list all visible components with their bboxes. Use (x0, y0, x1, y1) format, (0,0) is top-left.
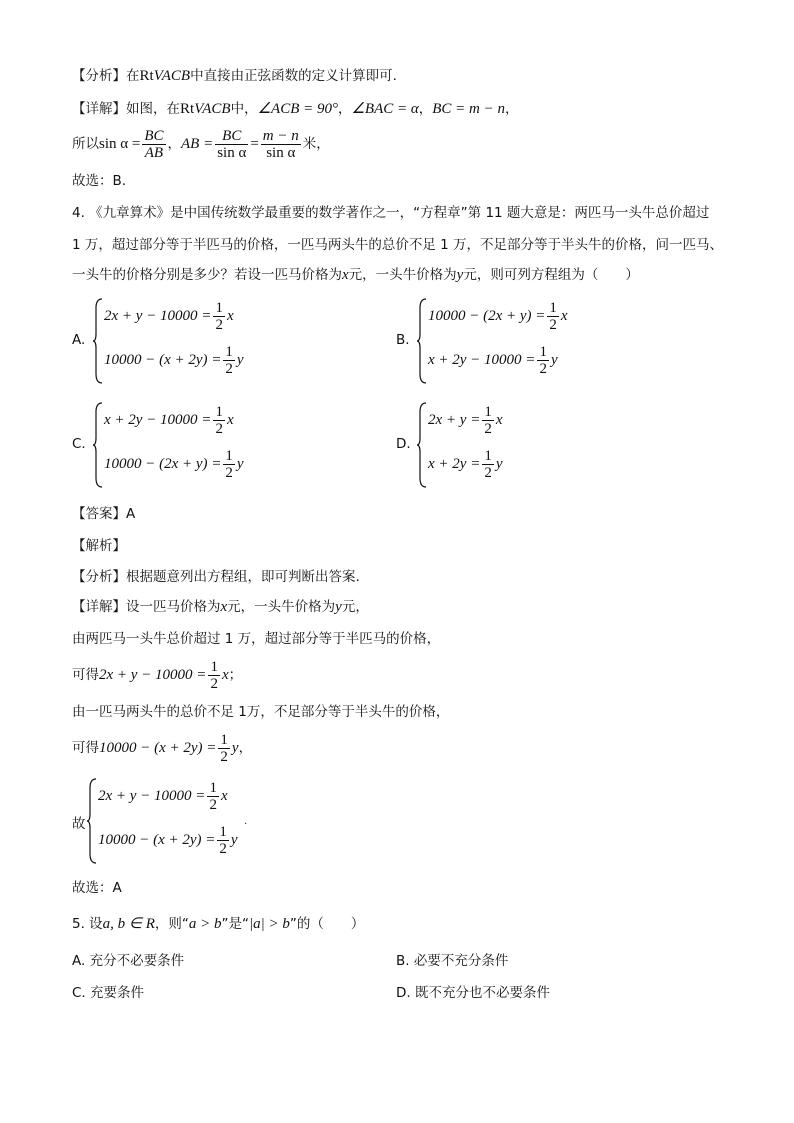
equation-2 (428, 448, 502, 481)
option-text: 充要条件 (90, 985, 145, 1001)
eq-var: y (236, 351, 244, 368)
q4-choose: 故选：A (72, 880, 122, 896)
equation-2 (104, 448, 244, 481)
eq-var: x (495, 411, 503, 428)
eq-var: y (231, 740, 239, 756)
eq-var: x (226, 411, 234, 428)
text: ”的（ ） (289, 916, 365, 932)
brace-icon (86, 778, 98, 864)
eq-var: x (560, 307, 568, 324)
q4-stem-line1: 4. 《九章算术》是中国传统数学最重要的数学著作之一，“方程章”第 11 题大意是：两匹马一头牛总价超过 (72, 205, 710, 221)
option-label: A. (72, 332, 86, 348)
denominator: 2 (220, 748, 228, 765)
var-x: x (342, 267, 349, 283)
prev-analysis-line (72, 67, 397, 85)
rt-symbol: Rt (180, 101, 195, 117)
analysis-tag: 【分析】 (72, 68, 126, 84)
denominator: 2 (210, 675, 218, 692)
option-label: C. (72, 985, 86, 1001)
denominator: 2 (215, 421, 223, 437)
answer-value: A (126, 506, 136, 522)
q4-analysis-line (72, 568, 360, 586)
denominator: 2 (209, 797, 217, 813)
brace-icon (92, 298, 104, 384)
triangle-symbol: VACB (194, 101, 231, 117)
equation: 2x + y − 10000 = (99, 667, 207, 683)
text: ， (238, 740, 253, 756)
answer-tag: 【答案】 (72, 506, 126, 522)
q5-option-d[interactable] (396, 984, 550, 1002)
condition-1: a > b (188, 916, 222, 932)
var-y: y (456, 267, 464, 283)
triangle-symbol: VACB (153, 68, 191, 84)
fraction-half (482, 404, 494, 437)
fraction-half (207, 780, 219, 813)
numerator: 1 (539, 344, 547, 360)
equation-2 (104, 344, 244, 377)
equation: 10000 − (x + 2y) = (99, 740, 217, 756)
fraction-half (218, 732, 230, 765)
eq-left: 2x + y − 10000 = (104, 307, 212, 324)
fraction (215, 128, 248, 161)
fraction-half (213, 404, 225, 437)
sep: ， (167, 136, 181, 152)
bc-length: BC = m − n (432, 101, 506, 117)
denominator: 2 (484, 465, 492, 481)
var-y: y (335, 599, 342, 615)
numerator: 1 (225, 448, 233, 464)
condition-2: |a| > b (249, 916, 290, 932)
numerator: 1 (219, 824, 227, 840)
numerator: BC (144, 127, 164, 144)
eq-left: 10000 − (x + 2y) = (104, 351, 222, 368)
q4-option-a[interactable] (72, 298, 372, 384)
angle-bac: ∠BAC = α (351, 101, 419, 117)
text: ，则“ (154, 916, 189, 932)
eq-left: x + 2y − 10000 = (428, 351, 536, 368)
eq-var: y (236, 455, 244, 472)
numerator: 1 (549, 300, 557, 316)
option-label: B. (396, 332, 410, 348)
option-label: B. (396, 953, 410, 969)
numerator: 1 (215, 300, 223, 316)
equation-2 (98, 824, 238, 857)
equation-1 (428, 300, 568, 333)
fraction (261, 128, 301, 161)
eq-left: 2x + y = (428, 411, 481, 428)
math-vars: a, b ∈ R (102, 916, 155, 932)
q4-step1: 由两匹马一头牛总价超过 1 万，超过部分等于半匹马的价格， (72, 631, 441, 647)
q4-stem-line2: 1 万，超过部分等于半匹马的价格，一匹马两头牛的总价不足 1 万，不足部分等于半头牛的价格，问一匹马、 (72, 237, 724, 253)
denominator: AB (144, 144, 164, 161)
brace-icon (416, 402, 428, 488)
denominator: 2 (225, 465, 233, 481)
eq-left: 10000 − (2x + y) = (104, 455, 222, 472)
sep: ， (418, 101, 433, 117)
text: 设一匹马价格为 (126, 599, 221, 615)
text: ； (228, 667, 243, 683)
numerator: 1 (220, 731, 228, 748)
denominator: 2 (219, 841, 227, 857)
so-text: 故 (72, 816, 86, 832)
text: 元，一头牛价格为 (348, 267, 457, 283)
fraction-half (547, 300, 559, 333)
q5-option-c[interactable] (72, 984, 144, 1002)
option-text: 必要不充分条件 (413, 953, 509, 969)
denominator: 2 (225, 361, 233, 377)
sep: ， (505, 101, 519, 117)
fraction-half (217, 824, 229, 857)
option-text: 既不充分也不必要条件 (414, 985, 550, 1001)
fraction-half (482, 448, 494, 481)
q4-step2 (72, 655, 242, 695)
prev-detail-line (72, 100, 519, 118)
eq-left: 2x + y − 10000 = (98, 787, 206, 804)
equation-1 (98, 780, 228, 813)
var-x: x (220, 599, 228, 615)
analysis-tag: 【分析】 (72, 569, 126, 585)
equation-1 (104, 404, 234, 437)
eq-left: x + 2y − 10000 = (104, 411, 212, 428)
fraction-half (208, 659, 220, 692)
option-label: C. (72, 436, 86, 452)
text: 中直接由正弦函数的定义计算即可. (190, 68, 397, 84)
dot: . (244, 816, 248, 827)
numerator: 1 (225, 344, 233, 360)
text: 可得 (72, 740, 99, 756)
text: ”是“ (221, 916, 250, 932)
q4-solution-tag: 【解析】 (72, 538, 126, 554)
option-label: A. (72, 953, 86, 969)
option-text: 充分不必要条件 (89, 953, 185, 969)
eq-var: x (220, 787, 228, 804)
denominator: 2 (539, 361, 547, 377)
numerator: m − n (262, 127, 299, 144)
numerator: 1 (484, 448, 492, 464)
q4-option-b[interactable] (396, 298, 696, 384)
q4-detail-line (72, 598, 369, 616)
prev-sin-line: 所以sin α = $\frac{BC}{AB}$ ，AB = $\frac{BC}{\text{sin α}}$ = $\frac{m - n}{\text{sin α}}$ 米， (72, 127, 330, 161)
ab-eq: AB = (181, 136, 214, 152)
detail-tag: 【详解】 (72, 599, 126, 615)
denominator: sin α (266, 144, 296, 161)
text: 如图，在 (126, 101, 180, 117)
text: 元，一头牛价格为 (227, 599, 336, 615)
fraction-half (537, 344, 549, 377)
detail-tag: 【详解】 (72, 101, 126, 117)
text: 一头牛的价格分别是多少？若设一匹马价格为 (72, 267, 342, 283)
numerator: 1 (215, 404, 223, 420)
fraction-half (213, 300, 225, 333)
brace-icon (416, 298, 428, 384)
text: 在 (126, 68, 140, 84)
numerator: BC (215, 128, 248, 145)
prev-choose: 故选：B. (72, 173, 127, 189)
denominator: sin α (217, 144, 247, 161)
text: 根据题意列出方程组，即可判断出答案. (126, 569, 360, 585)
rt-symbol: Rt (139, 68, 154, 84)
q4-answer-line (72, 505, 135, 523)
fraction-half (223, 448, 235, 481)
q4-option-c[interactable] (72, 402, 372, 488)
equation-1 (104, 300, 234, 333)
eq-var: x (226, 307, 234, 324)
text: 中， (230, 101, 258, 117)
brace-icon (92, 402, 104, 488)
fraction (142, 128, 165, 161)
denominator: 2 (484, 421, 492, 437)
q5-stem (72, 915, 364, 933)
denominator: 2 (215, 317, 223, 333)
text: 元， (341, 599, 369, 615)
sep: ， (337, 101, 352, 117)
numerator: 1 (210, 658, 218, 675)
option-label: D. (396, 436, 411, 452)
eq-var: y (230, 831, 238, 848)
text: 所以 (72, 136, 99, 152)
eq-var: x (221, 667, 229, 683)
denominator: 2 (549, 317, 557, 333)
sin-alpha: sin α = (99, 136, 141, 152)
unit: 米， (302, 136, 330, 152)
eq-var: y (495, 455, 503, 472)
eq-left: 10000 − (2x + y) = (428, 307, 546, 324)
q4-stem-line3 (72, 266, 639, 284)
q4-step3: 由一匹马两头牛的总价不足 1万，不足部分等于半头牛的价格， (72, 704, 450, 720)
q5-option-b[interactable] (396, 952, 508, 970)
q4-final-system (72, 778, 372, 864)
q5-option-a[interactable] (72, 952, 184, 970)
angle-acb: ∠ACB = 90° (257, 101, 338, 117)
q4-step4 (72, 728, 252, 768)
equation-1 (428, 404, 502, 437)
fraction-half (223, 344, 235, 377)
option-label: D. (396, 985, 411, 1001)
equation-2 (428, 344, 558, 377)
text: 可得 (72, 667, 99, 683)
eq-left: x + 2y = (428, 455, 481, 472)
numerator: 1 (484, 404, 492, 420)
text: 5. 设 (72, 916, 103, 932)
text: 元，则可列方程组为（ ） (463, 267, 639, 283)
q4-option-d[interactable] (396, 402, 696, 488)
eq-var: y (550, 351, 558, 368)
numerator: 1 (209, 780, 217, 796)
eq-left: 10000 − (x + 2y) = (98, 831, 216, 848)
